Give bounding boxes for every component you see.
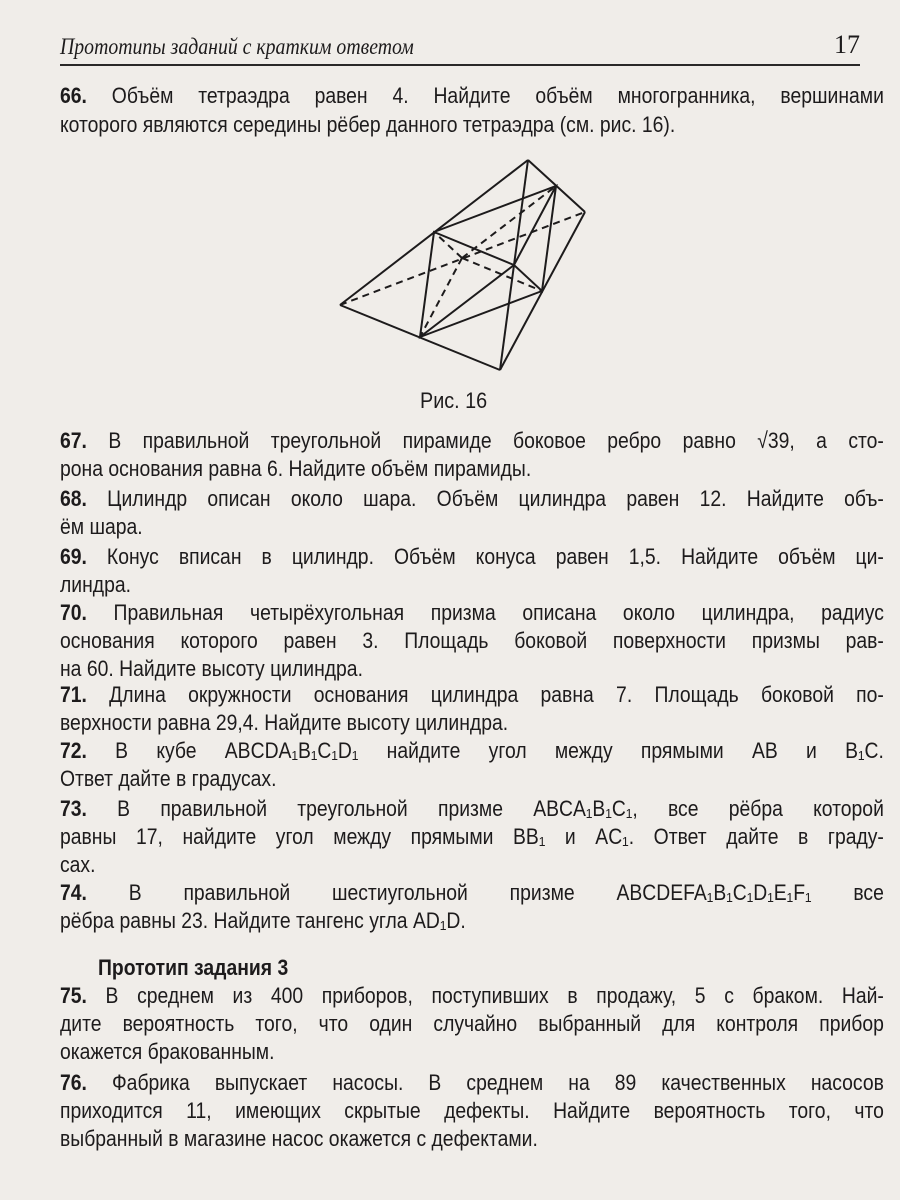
- problem-text: которого являются середины рёбер данного тетраэдра (см. рис. 16).: [60, 112, 676, 137]
- octahedron-hidden: [420, 186, 556, 337]
- page-number: 17: [834, 30, 860, 59]
- problem-69-line: [60, 572, 884, 598]
- mid-lb-br: [420, 291, 542, 337]
- problem-75-line: [60, 983, 884, 1009]
- problem-number: 72.: [60, 738, 87, 763]
- problem-text: Фабрика выпускает насосы. В среднем на 89 качественных насосов: [111, 1070, 884, 1095]
- problem-text: сах.: [60, 852, 96, 877]
- problem-text: Ответ дайте в градусах.: [60, 766, 277, 791]
- problem-text: Длина окружности основания цилиндра равна 7. Площадь боковой по-: [109, 682, 884, 707]
- problem-73-line: [60, 796, 884, 822]
- problem-text: линдра.: [60, 572, 131, 597]
- problem-text: равны 17, найдите угол между прямыми BB₁ и AC₁. Ответ дайте в граду-: [60, 824, 884, 849]
- problem-72-line: [60, 766, 884, 792]
- octahedron-visible: [420, 186, 556, 337]
- problem-66-line: [60, 83, 884, 109]
- problem-number: 66.: [60, 83, 87, 108]
- problem-68-line: [60, 486, 884, 512]
- problem-number: 73.: [60, 796, 87, 821]
- problem-71-line: [60, 710, 884, 736]
- problem-text: приходится 11, имеющих скрытые дефекты. Найдите вероятность того, что: [60, 1098, 884, 1123]
- problem-71-line: [60, 682, 884, 708]
- problem-text: В правильной треугольной пирамиде боковое ребро равно √39, а сто-: [108, 428, 884, 453]
- problem-text: Правильная четырёхугольная призма описана около цилиндра, радиус: [113, 600, 884, 625]
- problem-number: 67.: [60, 428, 87, 453]
- problem-73-line: [60, 824, 884, 850]
- figure-caption: Рис. 16: [420, 388, 488, 413]
- problem-number: 70.: [60, 600, 87, 625]
- problem-text: на 60. Найдите высоту цилиндра.: [60, 656, 363, 681]
- problem-68-line: [60, 514, 884, 540]
- problem-number: 68.: [60, 486, 87, 511]
- problem-text: ём шара.: [60, 514, 143, 539]
- problem-text: В среднем из 400 приборов, поступивших в продажу, 5 с браком. Най-: [105, 983, 884, 1008]
- problem-text: выбранный в магазине насос окажется с дефектами.: [60, 1126, 538, 1151]
- problem-text: верхности равна 29,4. Найдите высоту цилиндра.: [60, 710, 509, 735]
- problem-70-line: [60, 656, 884, 682]
- problem-76-line: [60, 1098, 884, 1124]
- problem-number: 69.: [60, 544, 87, 569]
- problem-text: В кубе ABCDA₁B₁C₁D₁ найдите угол между прямыми AB и B₁C.: [115, 738, 884, 763]
- problem-text: Цилиндр описан около шара. Объём цилиндра равен 12. Найдите объ-: [107, 486, 884, 511]
- problem-74-line: [60, 880, 884, 906]
- problem-text: Конус вписан в цилиндр. Объём конуса равен 1,5. Найдите объём ци-: [106, 544, 884, 569]
- problem-70-line: [60, 600, 884, 626]
- problem-text: рона основания равна 6. Найдите объём пирамиды.: [60, 456, 532, 481]
- problem-72-line: [60, 738, 884, 764]
- problem-75-line: [60, 1039, 884, 1065]
- problem-75-line: [60, 1011, 884, 1037]
- problem-text: В правильной треугольной призме ABCA₁B₁C₁, все рёбра которой: [117, 796, 884, 821]
- tetrahedron-figure: [320, 140, 600, 380]
- problem-66-line: [60, 112, 884, 138]
- problem-text: дите вероятность того, что один случайно выбранный для контроля прибор: [60, 1011, 884, 1036]
- header-title: Прототипы заданий с кратким ответом: [60, 34, 414, 59]
- problem-67-line: [60, 456, 884, 482]
- problem-text: основания которого равен 3. Площадь боковой поверхности призмы рав-: [60, 628, 884, 653]
- problem-73-line: [60, 852, 884, 878]
- problem-text: окажется бракованным.: [60, 1039, 275, 1064]
- problem-number: 74.: [60, 880, 87, 905]
- problem-text: рёбра равны 23. Найдите тангенс угла AD₁D.: [60, 908, 466, 933]
- problem-number: 75.: [60, 983, 87, 1008]
- problem-number: 71.: [60, 682, 87, 707]
- section-heading: Прототип задания 3: [98, 955, 289, 980]
- problem-text: В правильной шестиугольной призме ABCDEFA₁B₁C₁D₁E₁F₁ все: [128, 880, 884, 905]
- problem-67-line: [60, 428, 884, 454]
- problem-76-line: [60, 1126, 884, 1152]
- problem-text: Объём тетраэдра равен 4. Найдите объём многогранника, вершинами: [111, 83, 884, 108]
- running-header: [60, 30, 860, 66]
- problem-number: 76.: [60, 1070, 87, 1095]
- problem-76-line: [60, 1070, 884, 1096]
- problem-70-line: [60, 628, 884, 654]
- problem-69-line: [60, 544, 884, 570]
- problem-74-line: [60, 908, 884, 934]
